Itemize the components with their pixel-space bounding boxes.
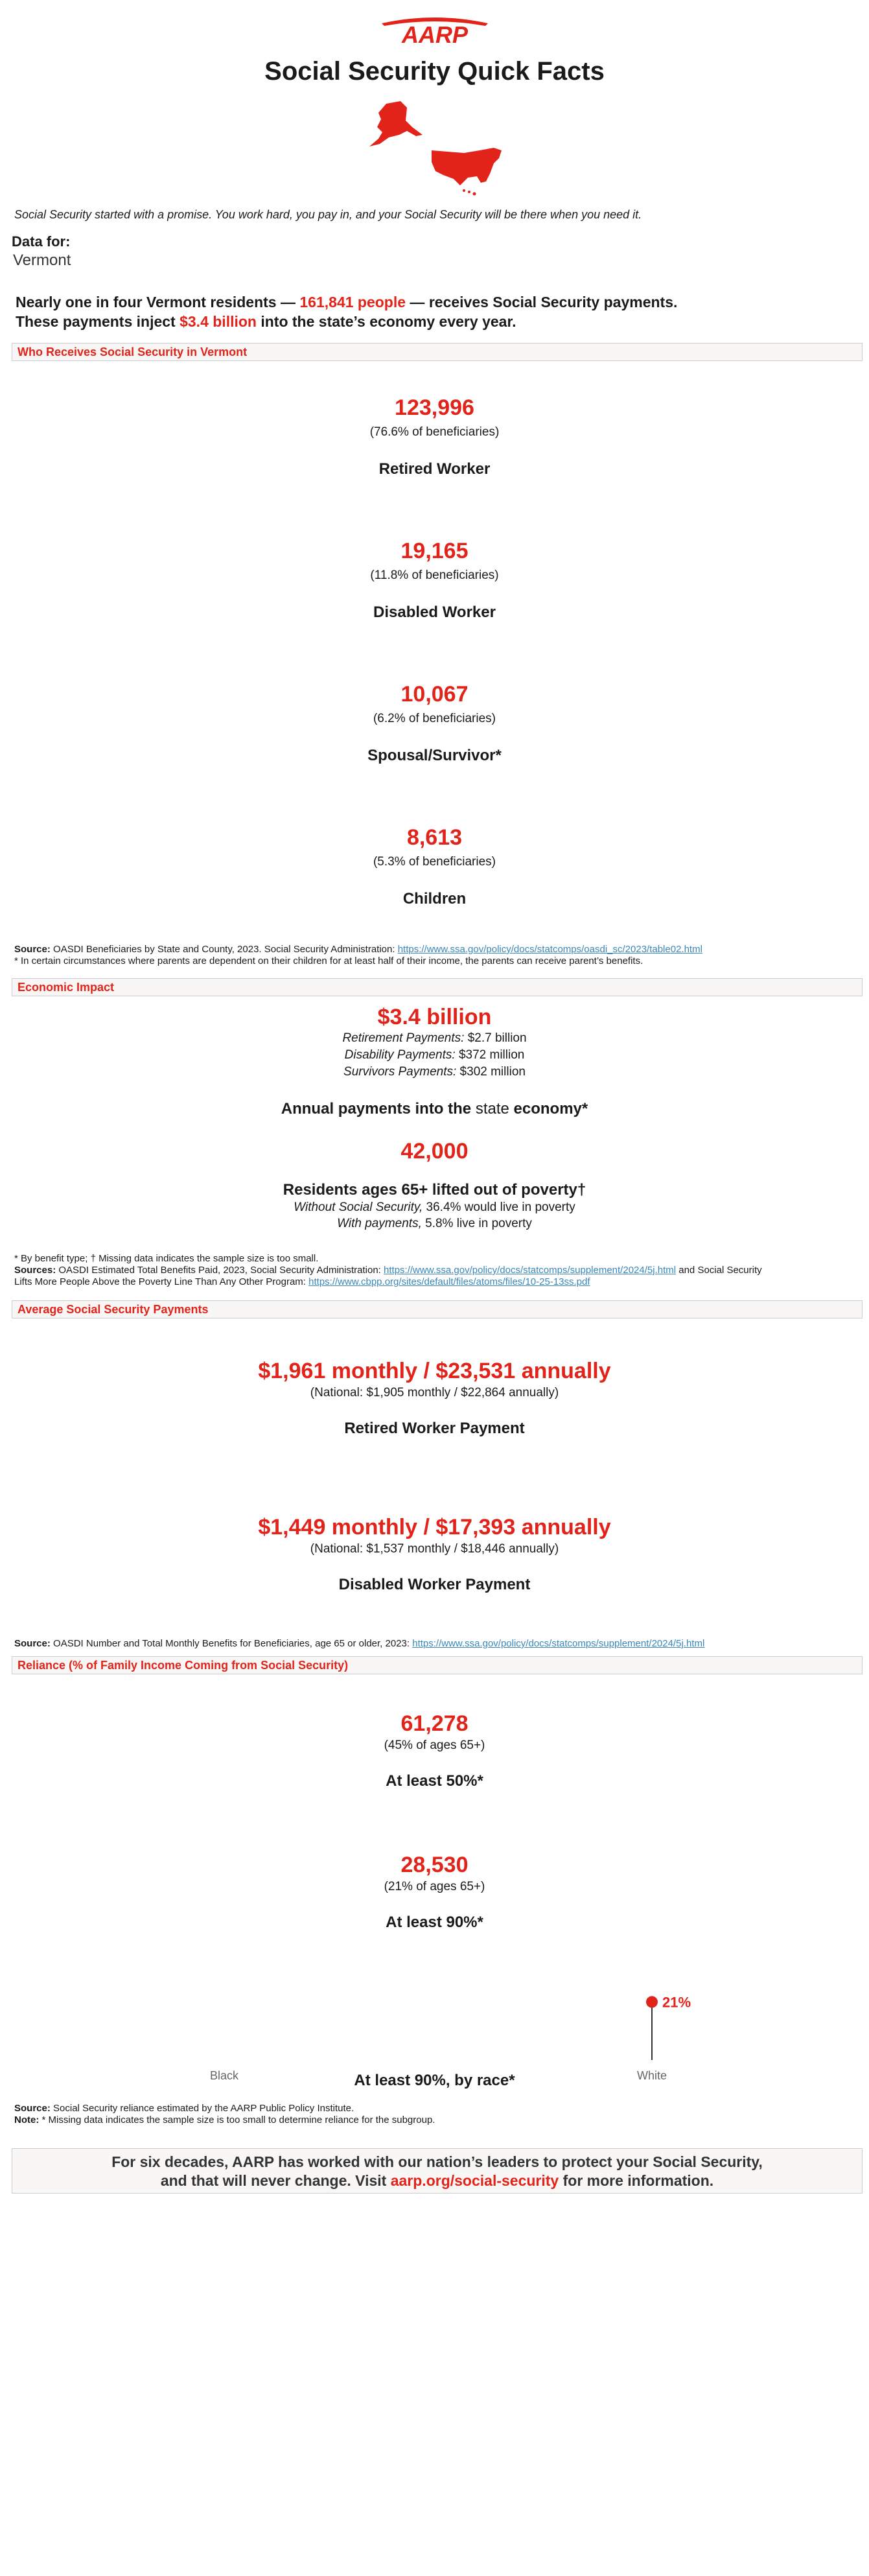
sources-link-cbpp[interactable]: https://www.cbpp.org/sites/default/files/atoms/files/10-25-13ss.pdf — [308, 1276, 590, 1287]
footer-text: for more information. — [559, 2172, 714, 2189]
children-label: Children — [402, 890, 467, 907]
category-label-black: Black — [209, 2069, 239, 2082]
reliance-by-race-chart — [0, 1958, 869, 2087]
note-label: Note: — [14, 2114, 40, 2125]
annual-payments-label — [0, 1100, 869, 1118]
source-link[interactable]: https://www.ssa.gov/policy/docs/statcomps/oasdi_sc/2023/table02.html — [397, 944, 702, 955]
source-text: OASDI Number and Total Monthly Benefits for Beneficiaries, age 65 or older, 2023: — [50, 1638, 413, 1649]
category-label-white: White — [636, 2069, 667, 2082]
poverty-count: 42,000 — [400, 1139, 469, 1164]
economic-note: * By benefit type; † Missing data indicates the sample size is too small. — [14, 1253, 319, 1264]
disability-payments-value: $372 million — [455, 1048, 525, 1062]
disabled-worker-payment-label: Disabled Worker Payment — [338, 1576, 531, 1593]
section-who-receives: Who Receives Social Security in Vermont — [12, 343, 863, 361]
disabled-worker-share: (11.8% of beneficiaries) — [370, 568, 499, 582]
retirement-payments-value: $2.7 billion — [464, 1031, 527, 1045]
survivors-payments — [0, 1065, 869, 1079]
with-payments — [0, 1217, 869, 1231]
retirement-payments — [0, 1031, 869, 1046]
retired-worker-label: Retired Worker — [378, 460, 491, 478]
source-label: Source: — [14, 1638, 51, 1649]
reliance-note — [14, 2114, 435, 2126]
chart-title: At least 90%, by race* — [354, 2072, 515, 2089]
retired-worker-payment-national: (National: $1,905 monthly / $22,864 annually) — [310, 1386, 559, 1399]
disabled-worker-payment-national: (National: $1,537 monthly / $18,446 annually) — [310, 1542, 559, 1556]
headline — [16, 292, 677, 331]
source-text: OASDI Beneficiaries by State and County, 2023. Social Security Administration: — [50, 944, 398, 955]
annual-label-text: economy* — [509, 1100, 588, 1118]
sources-text: and Social Security — [676, 1265, 762, 1276]
reliance-source — [14, 2103, 354, 2114]
headline-text: Nearly one in four Vermont residents — — [16, 294, 300, 310]
average-payments-source — [14, 1638, 704, 1650]
annual-label-text: Annual payments into the — [281, 1100, 476, 1118]
page-title: Social Security Quick Facts — [264, 57, 605, 86]
note-text: * Missing data indicates the sample size is too small to determine reliance for the subgroup. — [39, 2114, 435, 2125]
source-text: Social Security reliance estimated by the AARP Public Policy Institute. — [50, 2103, 354, 2114]
disabled-worker-label: Disabled Worker — [373, 603, 496, 621]
reliance-90-count: 28,530 — [400, 1853, 469, 1877]
source-label: Source: — [14, 944, 51, 955]
contiguous-us-shape — [432, 148, 502, 185]
us-map-icon — [367, 99, 507, 196]
reliance-90-label: At least 90%* — [386, 1914, 483, 1931]
disability-payments-label: Disability Payments: — [344, 1048, 456, 1062]
state-selector[interactable]: Vermont — [13, 252, 71, 269]
with-label: With payments, — [337, 1217, 422, 1230]
sources-text: Lifts More People Above the Poverty Line Than Any Other Program: — [14, 1276, 309, 1287]
headline-text: — receives Social Security payments. — [406, 294, 678, 310]
spousal-survivor-count: 10,067 — [400, 682, 469, 707]
source-link[interactable]: https://www.ssa.gov/policy/docs/statcomps/supplement/2024/5j.html — [412, 1638, 705, 1649]
without-label: Without Social Security, — [294, 1200, 423, 1214]
data-for-label: Data for: — [12, 233, 71, 250]
retired-worker-count: 123,996 — [395, 395, 474, 420]
economic-total: $3.4 billion — [377, 1005, 492, 1029]
retirement-payments-label: Retirement Payments: — [342, 1031, 465, 1045]
who-receives-note: * In certain circumstances where parents are dependent on their children for at least half of their income, the parents can receive parent’s benefits. — [14, 955, 643, 966]
reliance-50-count: 61,278 — [400, 1711, 469, 1736]
poverty-label: Residents ages 65+ lifted out of poverty† — [283, 1181, 586, 1199]
sources-label: Sources: — [14, 1265, 56, 1276]
disabled-worker-payment-value: $1,449 monthly / $17,393 annually — [258, 1515, 611, 1540]
survivors-payments-label: Survivors Payments: — [343, 1065, 457, 1079]
retired-worker-payment-value: $1,961 monthly / $23,531 annually — [258, 1359, 611, 1383]
aarp-logo[interactable] — [0, 16, 869, 45]
headline-text: into the state’s economy every year. — [256, 313, 516, 330]
aarp-logo-mark — [378, 16, 492, 45]
value-label-white: 21% — [662, 1994, 691, 2011]
reliance-50-label: At least 50%* — [386, 1772, 483, 1790]
reliance-50-share: (45% of ages 65+) — [384, 1739, 485, 1752]
with-value: 5.8% live in poverty — [421, 1217, 532, 1230]
footer-line-1: For six decades, AARP has worked with our nation’s leaders to protect your Social Security, — [111, 2153, 763, 2170]
disability-payments — [0, 1048, 869, 1062]
retired-worker-share: (76.6% of beneficiaries) — [369, 425, 500, 439]
footer-link[interactable]: aarp.org/social-security — [390, 2172, 559, 2189]
headline-people-count: 161,841 people — [299, 294, 406, 310]
alaska-shape — [369, 101, 423, 146]
without-value: 36.4% would live in poverty — [423, 1200, 575, 1214]
reliance-90-share: (21% of ages 65+) — [384, 1880, 485, 1893]
aarp-logo-text: AARP — [401, 21, 468, 45]
children-count: 8,613 — [406, 825, 463, 850]
spousal-survivor-label: Spousal/Survivor* — [367, 747, 502, 764]
source-label: Source: — [14, 2103, 51, 2114]
headline-text: These payments inject — [16, 313, 180, 330]
without-social-security — [0, 1200, 869, 1215]
retired-worker-payment-label: Retired Worker Payment — [344, 1420, 525, 1437]
disabled-worker-count: 19,165 — [400, 539, 469, 563]
economic-sources — [14, 1265, 857, 1288]
headline-dollar-amount: $3.4 billion — [180, 313, 257, 330]
footer-banner — [12, 2148, 863, 2194]
lollipop-dot-white — [646, 1996, 658, 2008]
survivors-payments-value: $302 million — [456, 1065, 526, 1079]
intro-text: Social Security started with a promise. You work hard, you pay in, and your Social Security will be there when you need it. — [14, 208, 642, 221]
sources-link-ssa[interactable]: https://www.ssa.gov/policy/docs/statcomps/supplement/2024/5j.html — [384, 1265, 677, 1276]
footer-text: and that will never change. Visit — [160, 2172, 391, 2189]
section-reliance: Reliance (% of Family Income Coming from Social Security) — [12, 1656, 863, 1674]
who-receives-source — [14, 944, 702, 955]
spousal-survivor-share: (6.2% of beneficiaries) — [373, 712, 496, 725]
children-share: (5.3% of beneficiaries) — [373, 855, 496, 869]
section-average-payments: Average Social Security Payments — [12, 1300, 863, 1318]
annual-label-state: state — [475, 1100, 509, 1118]
section-economic-impact: Economic Impact — [12, 978, 863, 996]
sources-text: OASDI Estimated Total Benefits Paid, 2023, Social Security Administration: — [56, 1265, 384, 1276]
